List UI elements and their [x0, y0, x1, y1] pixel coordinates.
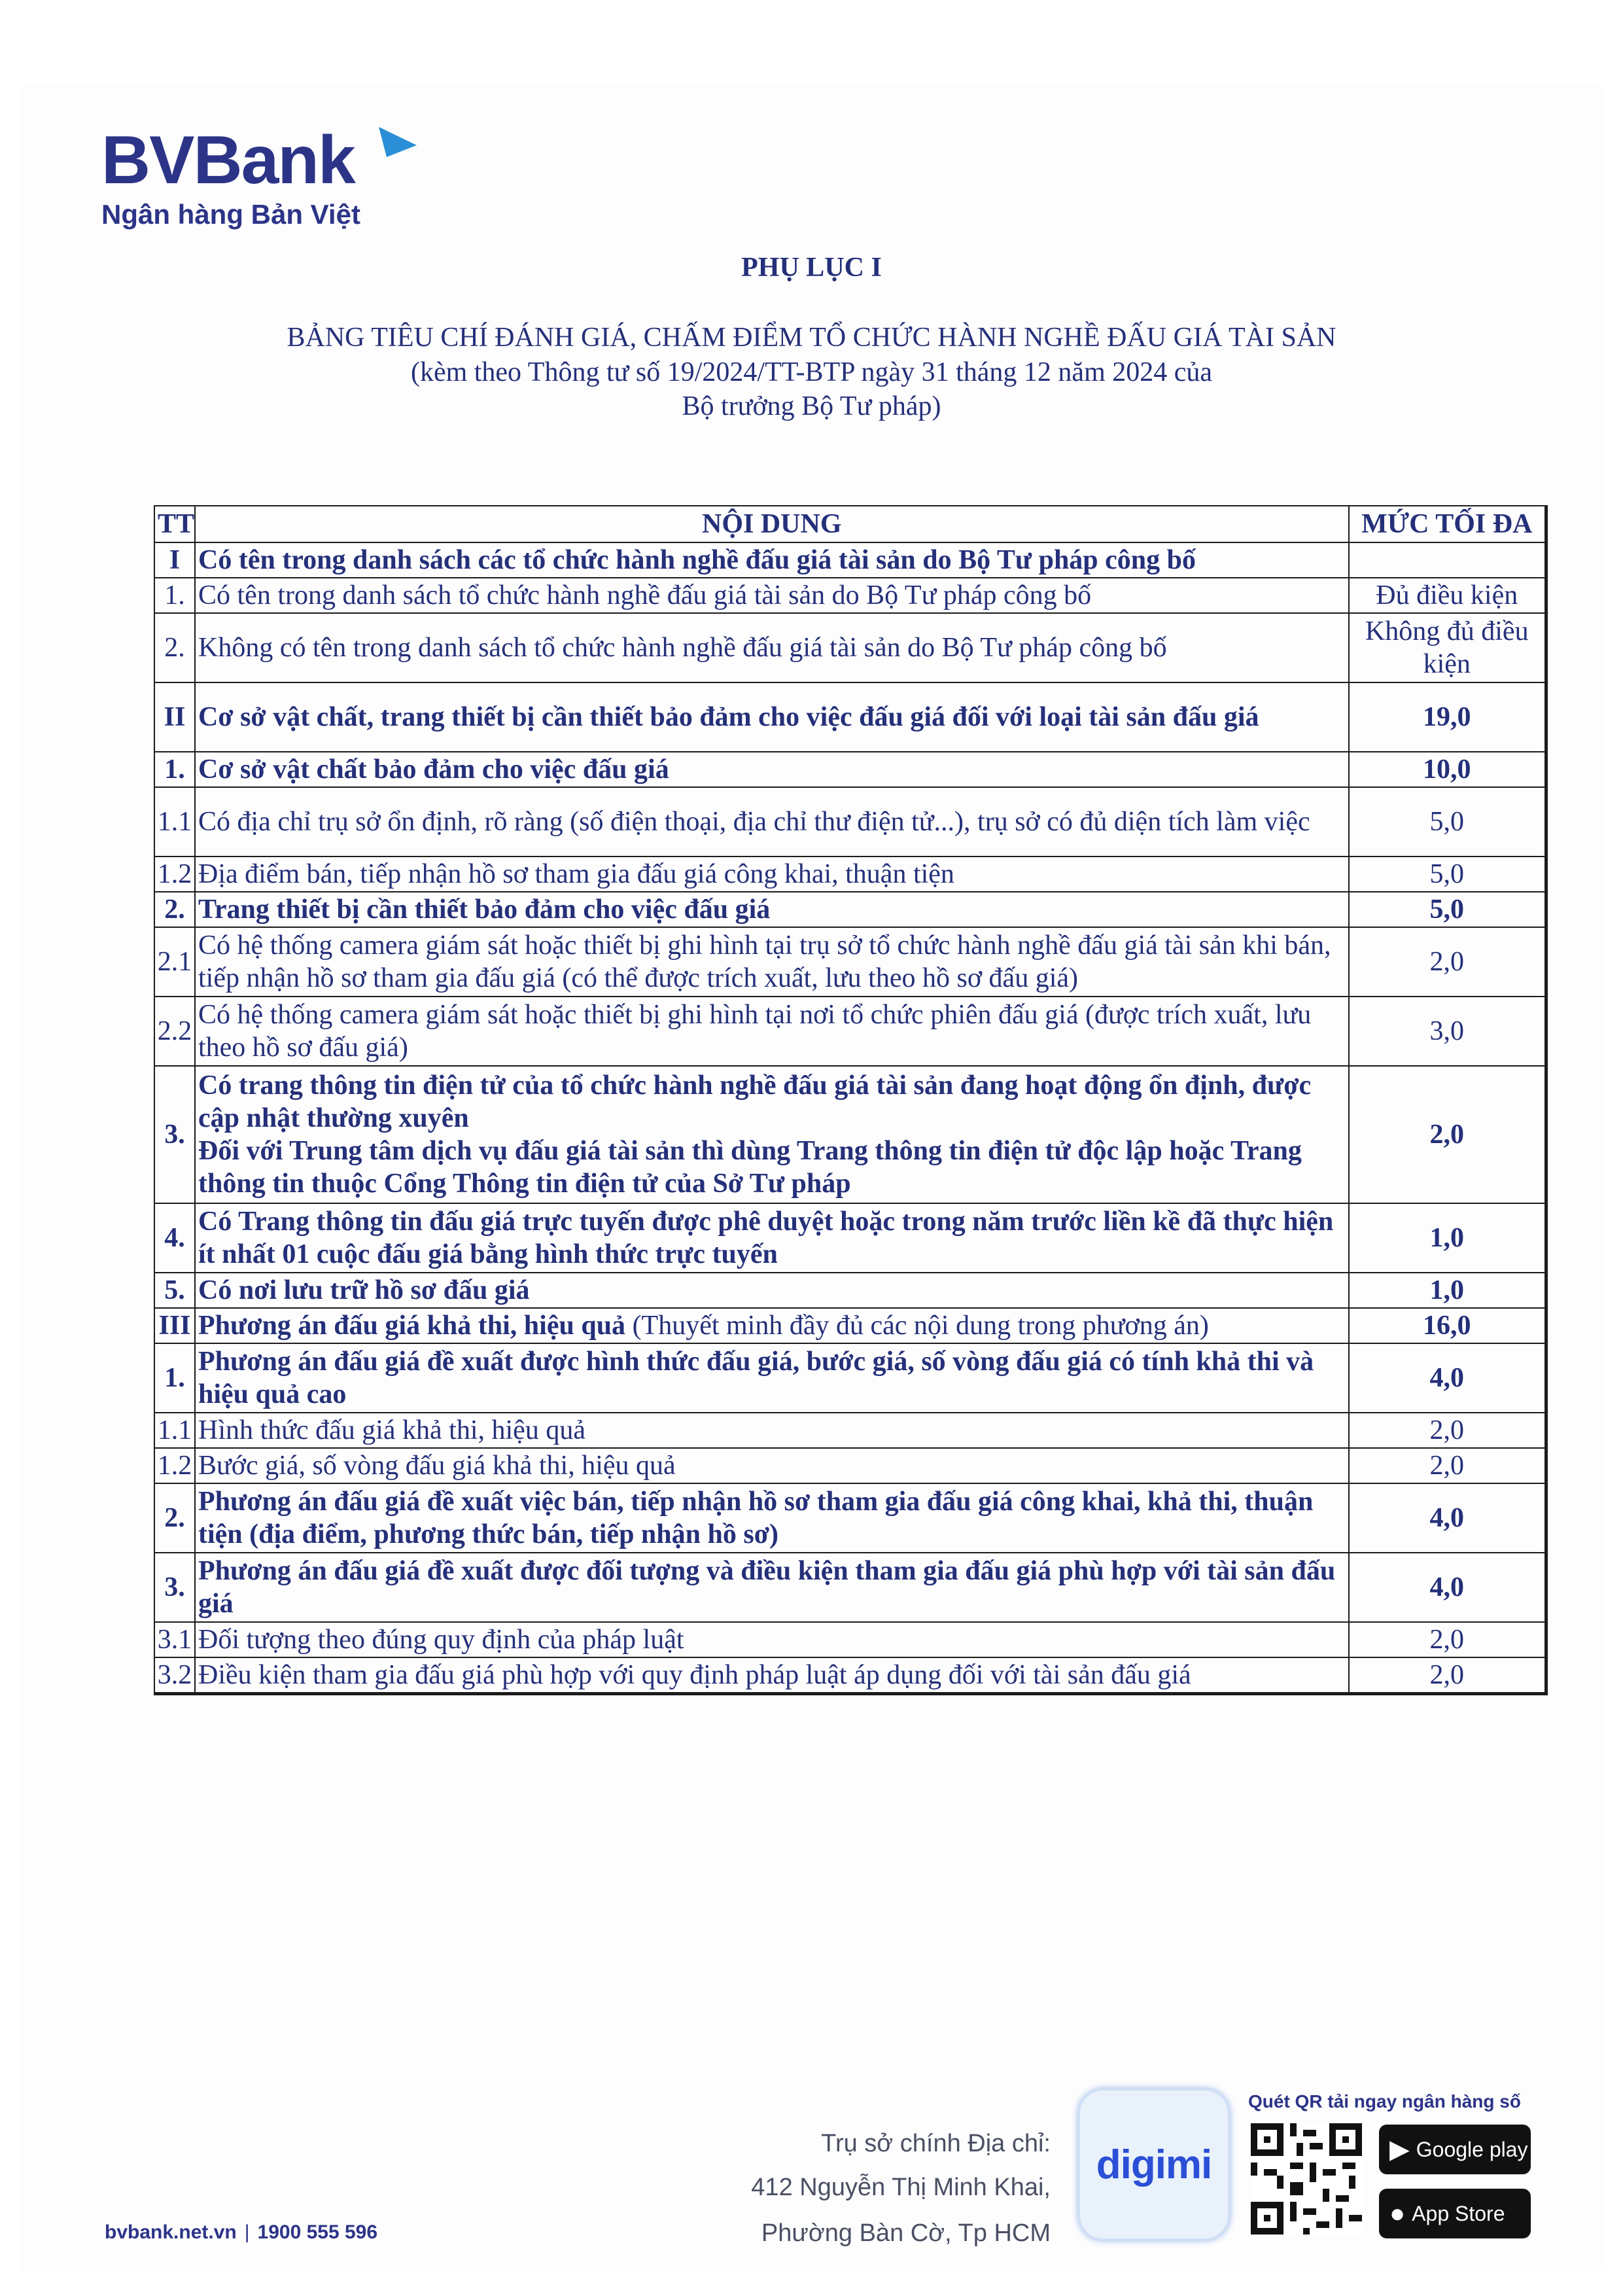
qr-code-icon[interactable]: [1251, 2123, 1362, 2234]
row-tt: 1.: [154, 1343, 195, 1413]
row-tt: 2.1: [154, 927, 195, 997]
row-max: 2,0: [1349, 1622, 1546, 1657]
table-row: [154, 857, 1546, 892]
row-tt: 2.: [154, 892, 195, 927]
row-tt: 2.2: [154, 997, 195, 1066]
table-row: [154, 1413, 1546, 1448]
address-label: Trụ sở chính Địa chỉ:: [821, 2130, 1051, 2157]
row-max: Đủ điều kiện: [1349, 578, 1546, 613]
row-content: Có tên trong danh sách tổ chức hành nghề đấu giá tài sản do Bộ Tư pháp công bố: [195, 578, 1349, 613]
row-content: Trang thiết bị cần thiết bảo đảm cho việc đấu giá: [195, 892, 1349, 927]
table-row: [154, 682, 1546, 752]
row-tt: 2.: [154, 1483, 195, 1553]
logo-tagline: Ngân hàng Bản Việt: [101, 199, 360, 230]
row-tt: 1.2: [154, 857, 195, 892]
table-row: [154, 1622, 1546, 1657]
row-content: Hình thức đấu giá khả thi, hiệu quả: [195, 1413, 1349, 1448]
row-content: Cơ sở vật chất bảo đảm cho việc đấu giá: [195, 752, 1349, 787]
table-row: [154, 1657, 1546, 1694]
row-tt: 3.1: [154, 1622, 195, 1657]
header-tt: TT: [154, 506, 195, 542]
row-content: Địa điểm bán, tiếp nhận hồ sơ tham gia đấu giá công khai, thuận tiện: [195, 857, 1349, 892]
row-content-note: (Thuyết minh đầy đủ các nội dung trong phương án): [625, 1311, 1209, 1341]
row-tt: 2.: [154, 613, 195, 682]
digimi-app-icon[interactable]: [1078, 2089, 1230, 2240]
row-content: [195, 1308, 1349, 1343]
row-content: Phương án đấu giá đề xuất được đối tượng và điều kiện tham gia đấu giá phù hợp với tài sản đấu giá: [195, 1553, 1349, 1622]
table-row: [154, 997, 1546, 1066]
row-content-main: Phương án đấu giá khả thi, hiệu quả: [198, 1311, 626, 1341]
table-header-row: [154, 506, 1546, 542]
bvbank-logo: [101, 124, 360, 230]
table-row: [154, 1553, 1546, 1622]
google-play-icon: ▶: [1389, 2135, 1410, 2164]
row-content: Điều kiện tham gia đấu giá phù hợp với quy định pháp luật áp dụng đối với tài sản đấu giá: [195, 1657, 1349, 1694]
row-max: [1349, 542, 1546, 578]
row-max: 4,0: [1349, 1483, 1546, 1553]
address-line2: Phường Bàn Cờ, Tp HCM: [761, 2219, 1051, 2247]
row-max: 1,0: [1349, 1203, 1546, 1273]
row-max: 1,0: [1349, 1273, 1546, 1308]
row-content: Có hệ thống camera giám sát hoặc thiết bị ghi hình tại trụ sở tổ chức hành nghề đấu giá tài sản khi bán, tiếp nhận hồ sơ tham gia đấu giá (có thể được trích xuất, lưu theo hồ sơ đấu giá): [195, 927, 1349, 997]
website-link[interactable]: bvbank.net.vn: [105, 2221, 237, 2243]
row-tt: I: [154, 542, 195, 578]
table-row: [154, 1343, 1546, 1413]
row-tt: 3.2: [154, 1657, 195, 1694]
row-max: 2,0: [1349, 1413, 1546, 1448]
header-content: NỘI DUNG: [195, 506, 1349, 542]
row-tt: 3.: [154, 1066, 195, 1203]
digimi-logo-text: digimi: [1096, 2142, 1212, 2187]
table-row: [154, 613, 1546, 682]
qr-prompt: Quét QR tải ngay ngân hàng số: [1248, 2091, 1521, 2111]
footer-contact: [105, 2221, 377, 2244]
logo-arrow-icon: [376, 127, 422, 166]
table-row: [154, 542, 1546, 578]
google-play-badge[interactable]: [1379, 2125, 1531, 2174]
row-content: Có địa chỉ trụ sở ổn định, rõ ràng (số điện thoại, địa chỉ thư điện tử...), trụ sở có đủ diện tích làm việc: [195, 787, 1349, 857]
row-content: [195, 1066, 1349, 1203]
row-max: 10,0: [1349, 752, 1546, 787]
table-row: [154, 1273, 1546, 1308]
table-row: [154, 1066, 1546, 1203]
logo-wordmark: BVBank: [101, 122, 355, 198]
row-tt: 1.1: [154, 787, 195, 857]
row-content: Có Trang thông tin đấu giá trực tuyến được phê duyệt hoặc trong năm trước liền kề đã thực hiện ít nhất 01 cuộc đấu giá bằng hình thức trực tuyến: [195, 1203, 1349, 1273]
document-title: BẢNG TIÊU CHÍ ĐÁNH GIÁ, CHẤM ĐIỂM TỔ CHỨC HÀNH NGHỀ ĐẤU GIÁ TÀI SẢN: [287, 323, 1336, 353]
apple-icon: ●: [1389, 2199, 1406, 2228]
document-subtitle-line2: Bộ trưởng Bộ Tư pháp): [682, 391, 941, 421]
appendix-title: PHỤ LỤC I: [741, 253, 882, 283]
app-store-badge[interactable]: [1379, 2189, 1531, 2238]
row-tt: 1.: [154, 752, 195, 787]
table-row: [154, 1483, 1546, 1553]
criteria-table: [154, 505, 1548, 1695]
address-line1: 412 Nguyễn Thị Minh Khai,: [751, 2174, 1051, 2201]
row-tt: III: [154, 1308, 195, 1343]
row-max: 4,0: [1349, 1553, 1546, 1622]
table-row: [154, 927, 1546, 997]
row-max: 2,0: [1349, 1657, 1546, 1694]
row-content: Không có tên trong danh sách tổ chức hành nghề đấu giá tài sản do Bộ Tư pháp công bố: [195, 613, 1349, 682]
row-max: 3,0: [1349, 997, 1546, 1066]
row-max: 19,0: [1349, 682, 1546, 752]
row-content: Cơ sở vật chất, trang thiết bị cần thiết bảo đảm cho việc đấu giá đối với loại tài sản đấu giá: [195, 682, 1349, 752]
row-content: Có hệ thống camera giám sát hoặc thiết bị ghi hình tại nơi tổ chức phiên đấu giá (được trích xuất, lưu theo hồ sơ đấu giá): [195, 997, 1349, 1066]
table-row: [154, 752, 1546, 787]
row-tt: 1.1: [154, 1413, 195, 1448]
hotline-number[interactable]: 1900 555 596: [257, 2221, 378, 2243]
row-content: Có tên trong danh sách các tổ chức hành nghề đấu giá tài sản do Bộ Tư pháp công bố: [195, 542, 1349, 578]
row-tt: II: [154, 682, 195, 752]
row-max: 5,0: [1349, 787, 1546, 857]
row-tt: 3.: [154, 1553, 195, 1622]
table-row: [154, 1308, 1546, 1343]
row-max: Không đủ điều kiện: [1349, 613, 1546, 682]
footer-separator: |: [244, 2221, 250, 2243]
row-max: 5,0: [1349, 857, 1546, 892]
app-store-label: App Store: [1412, 2201, 1505, 2225]
row-max: 4,0: [1349, 1343, 1546, 1413]
table-row: [154, 578, 1546, 613]
row-content: Phương án đấu giá đề xuất việc bán, tiếp nhận hồ sơ tham gia đấu giá công khai, khả thi, thuận tiện (địa điểm, phương thức bán, tiếp nhận hồ sơ): [195, 1483, 1349, 1553]
row-content-main: Có trang thông tin điện tử của tổ chức hành nghề đấu giá tài sản đang hoạt động ổn định, được cập nhật thường xuyên: [198, 1070, 1312, 1133]
row-tt: 1.: [154, 578, 195, 613]
row-max: 16,0: [1349, 1308, 1546, 1343]
table-row: [154, 1448, 1546, 1483]
row-tt: 1.2: [154, 1448, 195, 1483]
row-content: Đối tượng theo đúng quy định của pháp luật: [195, 1622, 1349, 1657]
row-max: 2,0: [1349, 1066, 1546, 1203]
table-row: [154, 1203, 1546, 1273]
row-content-secondary: Đối với Trung tâm dịch vụ đấu giá tài sản thì dùng Trang thông tin điện tử độc lập hoặc Trang thông tin thuộc Cổng Thông tin điện tử của Sở Tư pháp: [198, 1136, 1302, 1199]
row-content: Phương án đấu giá đề xuất được hình thức đấu giá, bước giá, số vòng đấu giá có tính khả thi và hiệu quả cao: [195, 1343, 1349, 1413]
table-row: [154, 892, 1546, 927]
row-content: Bước giá, số vòng đấu giá khả thi, hiệu quả: [195, 1448, 1349, 1483]
row-tt: 4.: [154, 1203, 195, 1273]
google-play-label: Google play: [1416, 2137, 1528, 2161]
row-max: 2,0: [1349, 1448, 1546, 1483]
row-max: 2,0: [1349, 927, 1546, 997]
document-subtitle-line1: (kèm theo Thông tư số 19/2024/TT-BTP ngày 31 tháng 12 năm 2024 của: [410, 357, 1213, 387]
row-max: 5,0: [1349, 892, 1546, 927]
row-content: Có nơi lưu trữ hồ sơ đấu giá: [195, 1273, 1349, 1308]
header-max: MỨC TỐI ĐA: [1349, 506, 1546, 542]
table-row: [154, 787, 1546, 857]
row-tt: 5.: [154, 1273, 195, 1308]
